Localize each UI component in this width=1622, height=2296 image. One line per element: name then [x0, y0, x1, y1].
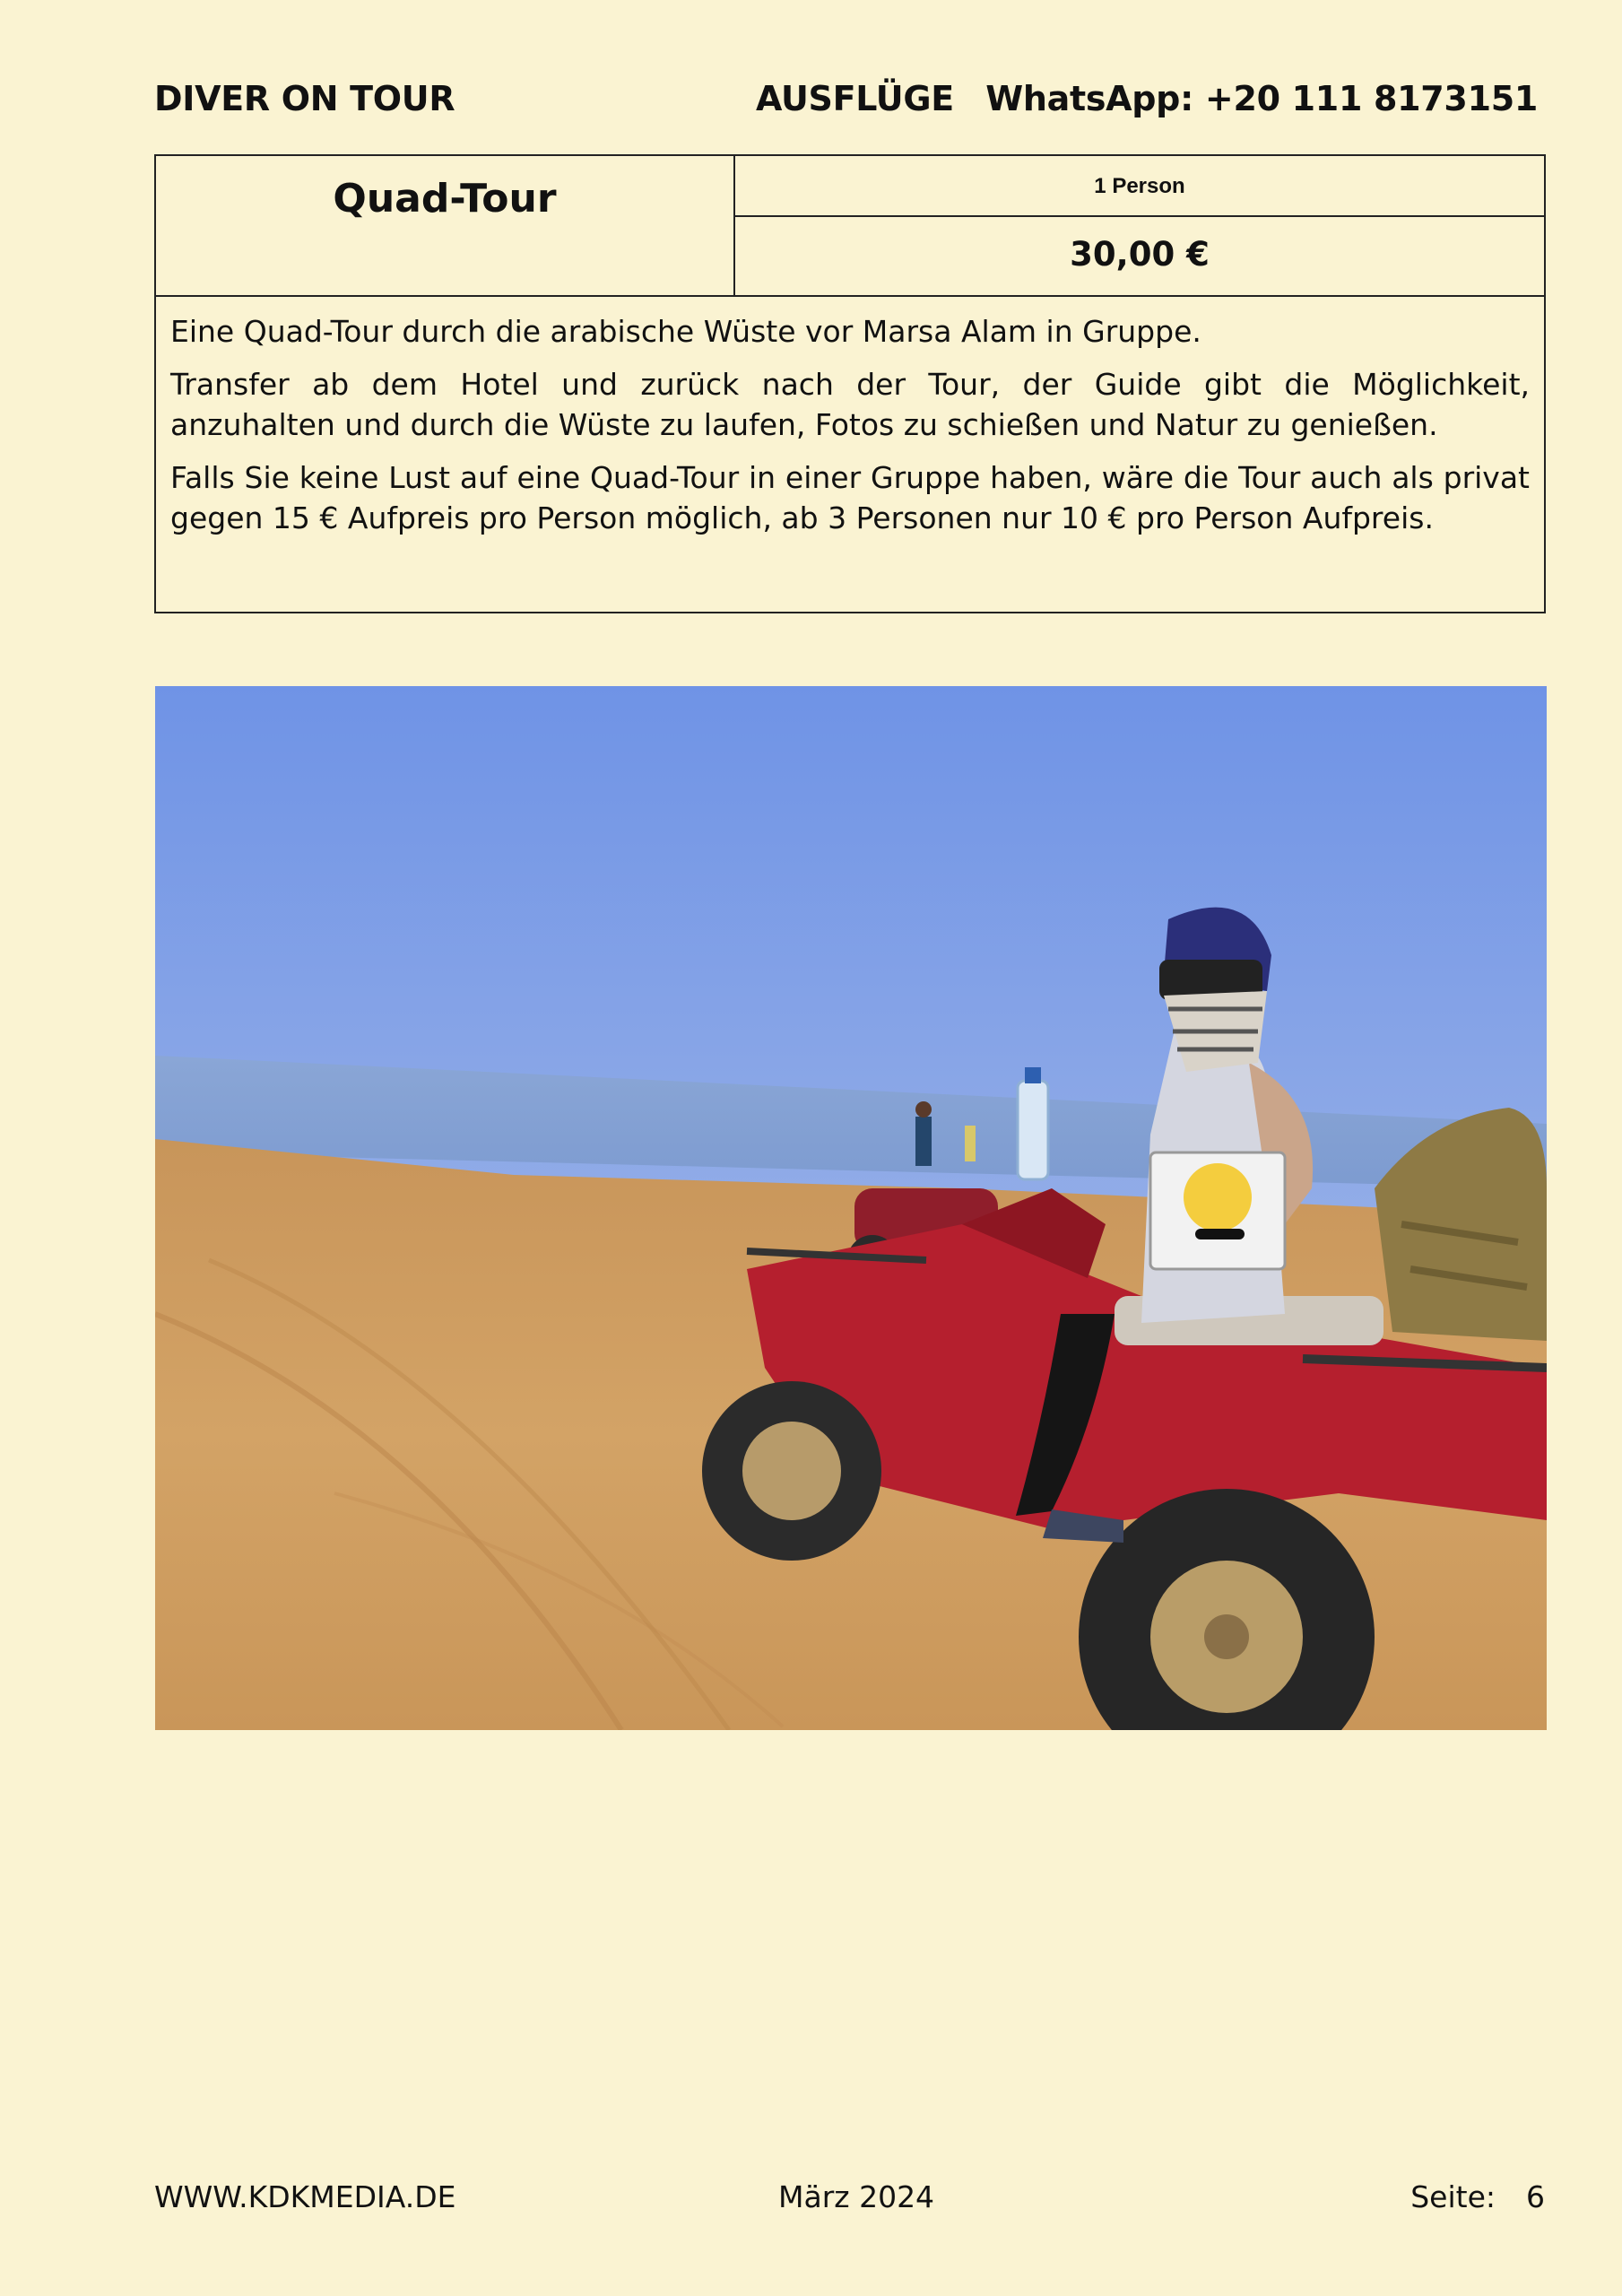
- tour-description: [156, 297, 1544, 612]
- publication-date: März 2024: [778, 2179, 935, 2214]
- page-number: 6: [1526, 2179, 1545, 2214]
- tour-title: Quad-Tour: [333, 176, 557, 222]
- website-link[interactable]: WWW.KDKMEDIA.DE: [154, 2179, 456, 2214]
- page-indicator: [1410, 2179, 1545, 2214]
- persons-cell: [735, 156, 1544, 217]
- company-name: DIVER ON TOUR: [154, 79, 455, 118]
- page-header: [0, 79, 1622, 124]
- persons-label: 1 Person: [1094, 174, 1185, 198]
- page-footer: [0, 2179, 1622, 2219]
- whatsapp-contact: WhatsApp: +20 111 8173151: [985, 79, 1538, 118]
- quad-tour-photo: [155, 686, 1547, 1730]
- tour-info-table: [154, 154, 1546, 613]
- section-title: AUSFLÜGE: [756, 79, 954, 118]
- tour-title-cell: [156, 156, 735, 297]
- description-paragraph: Eine Quad-Tour durch die arabische Wüste vor Marsa Alam in Gruppe.: [170, 314, 1201, 349]
- description-paragraph: Falls Sie keine Lust auf eine Quad-Tour in einer Gruppe haben, wäre die Tour auch als privat gegen 15 € Aufpreis pro Person möglich, ab 3 Personen nur 10 € pro Person Aufpreis.: [170, 460, 1530, 535]
- tour-price: 30,00 €: [1070, 235, 1210, 274]
- photo-illustration: [155, 686, 1547, 1730]
- price-cell: [735, 217, 1544, 297]
- page-label: Seite:: [1410, 2179, 1496, 2214]
- description-paragraph: Transfer ab dem Hotel und zurück nach der Tour, der Guide gibt die Möglichkeit, anzuhalten und durch die Wüste zu laufen, Fotos zu schießen und Natur zu genießen.: [170, 367, 1530, 442]
